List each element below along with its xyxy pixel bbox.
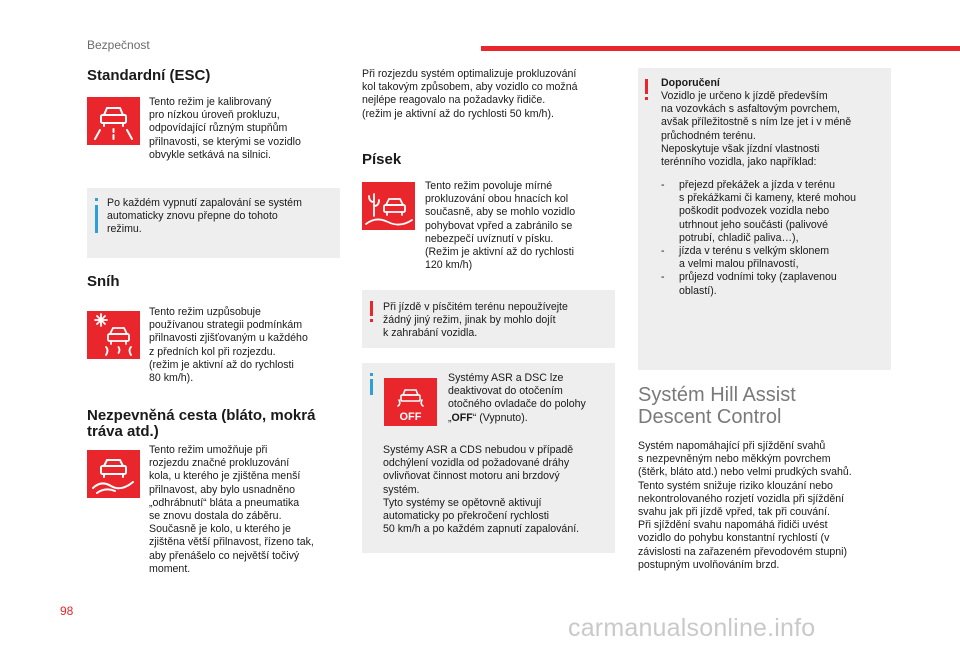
list-item (661, 179, 886, 245)
info-box-off (362, 363, 615, 553)
off-text-a: Systémy ASR a DSC lze deaktivovat do otočením otočného ovladače do polohy „ (448, 372, 586, 424)
list-item-text: jízda v terénu s velkým sklonem a velmi malou přilnavostí, (679, 245, 830, 271)
sand-title: Písek (362, 151, 402, 168)
mud-mode-icon (87, 450, 140, 498)
mud-title: Nezpevněná cesta (bláto, mokrá tráva atd.) (87, 407, 316, 440)
hill-assist-text: Systém napomáhající při sjíždění svahů s nezpevněným nebo měkkým povrchem (štěrk, bláto atd.) nebo velmi prudkých svahů. Tento systém snižuje riziko klouzání nebo nekontrolovaného rozjetí vozidla při sjíždění svahu jak při jízdě vpřed, tak při couvání. Při sjíždění svahu napomáhá řidiči uvést vozidlo do pohybu konstantní rychlostí (v závislosti na zařazeném převodovém stupni) postupným uvolňováním brzd. (638, 440, 852, 571)
list-dash: - (661, 245, 665, 258)
recommendation-text: Vozidlo je určeno k jízdě především na vozovkách s asfaltovým povrchem, avšak příležitostně s ním lze jet i v méně průchodném terénu. Neposkytuje však jízdní vlastnosti terénního vozidla, jako například: (661, 90, 852, 169)
list-item (661, 245, 886, 271)
snow-mode-icon (87, 311, 140, 359)
list-item (661, 271, 886, 297)
list-dash: - (661, 179, 665, 191)
watermark: carmanualsonline.info (568, 614, 816, 642)
info-bar (370, 379, 373, 395)
off-bold-label: OFF (451, 411, 473, 424)
snow-title: Sníh (87, 273, 120, 290)
warning-sand-text: Při jízdě v písčitém terénu nepoužívejte žádný jiný režim, jinak by mohlo dojít k zahrabání vozidla. (383, 301, 568, 340)
page-number: 98 (60, 604, 74, 618)
page-header-title: Bezpečnost (87, 38, 150, 52)
warning-bar (370, 301, 373, 316)
off-text-b: “ (Vypnuto). (472, 411, 528, 424)
warning-dot (645, 97, 648, 100)
info-dot (370, 373, 373, 376)
info-bar (95, 205, 98, 233)
mud-description: Tento režim umožňuje při rozjezdu značné prokluzování kola, u kterého je zjištěna menší přilnavost, aby bylo usnadněno „odhrábnutí“ bláta a pneumatika se znovu dostala do záběru. Současně je kolo, u kterého je zjištěna větší přilnavost, řízeno tak, aby přenášelo co největší točivý moment. (149, 444, 314, 575)
esc-mode-icon (87, 97, 140, 145)
sand-mode-icon (362, 182, 415, 230)
recommendation-list (661, 179, 886, 298)
info-ignition-text: Po každém vypnutí zapalování se systém automaticky znovu přepne do tohoto režimu. (107, 197, 302, 236)
snow-description: Tento režim uzpůsobuje používanou strategii podmínkám přilnavosti zjišťovaným u každého z předních kol při rozjezdu. (režim je aktivní až do rychlosti 80 km/h). (149, 306, 308, 385)
list-dash: - (661, 271, 665, 284)
hill-assist-title: Systém Hill Assist Descent Control (638, 384, 796, 428)
list-item-text: průjezd vodními toky (zaplavenou oblastí). (679, 271, 837, 297)
off-switch-icon (384, 378, 437, 426)
off-deactivate-text (448, 372, 586, 425)
header-accent-bar (481, 46, 960, 51)
warning-dot (370, 319, 373, 322)
off-icon-label: OFF (399, 411, 422, 423)
info-box-ignition (87, 188, 340, 258)
list-item-text: přejezd překážek a jízda v terénu s překážkami či kameny, které mohou poškodit podvozek vozidla nebo utrhnout jeho součásti (palivové potrubí, chladič paliva…), (679, 179, 857, 244)
sand-description: Tento režim povoluje mírné prokluzování obou hnacích kol současně, aby se mohlo vozidlo pohybovat vpřed a zabránilo se nebezpečí uvíznutí v písku. (Režim je aktivní až do rychlosti 120 km/h) (425, 180, 576, 272)
warning-box-sand (362, 290, 615, 348)
esc-description: Tento režim je kalibrovaný pro nízkou úroveň prokluzu, odpovídající různým stupňům přilnavosti, se kterými se vozidlo obvykle setkává na silnici. (149, 96, 301, 161)
recommendation-box (638, 68, 891, 370)
warning-bar (645, 79, 648, 94)
esc-title: Standardní (ESC) (87, 67, 211, 84)
rozjezd-intro-text: Při rozjezdu systém optimalizuje prokluzování kol takovým způsobem, aby vozidlo co možná nejlépe reagovalo na požadavky řidiče. (režim je aktivní až do rychlosti 50 km/h). (362, 68, 578, 120)
recommendation-title: Doporučení (661, 77, 720, 89)
off-reactivate-text: Systémy ASR a CDS nebudou v případě odchýlení vozidla od požadované dráhy ovlivňovat činnost motoru ani brzdový systém. Tyto systémy se opětovně aktivují automaticky po překročení rychlosti 50 km/h a po každém zapnutí zapalování. (383, 444, 580, 536)
info-dot (95, 198, 98, 201)
